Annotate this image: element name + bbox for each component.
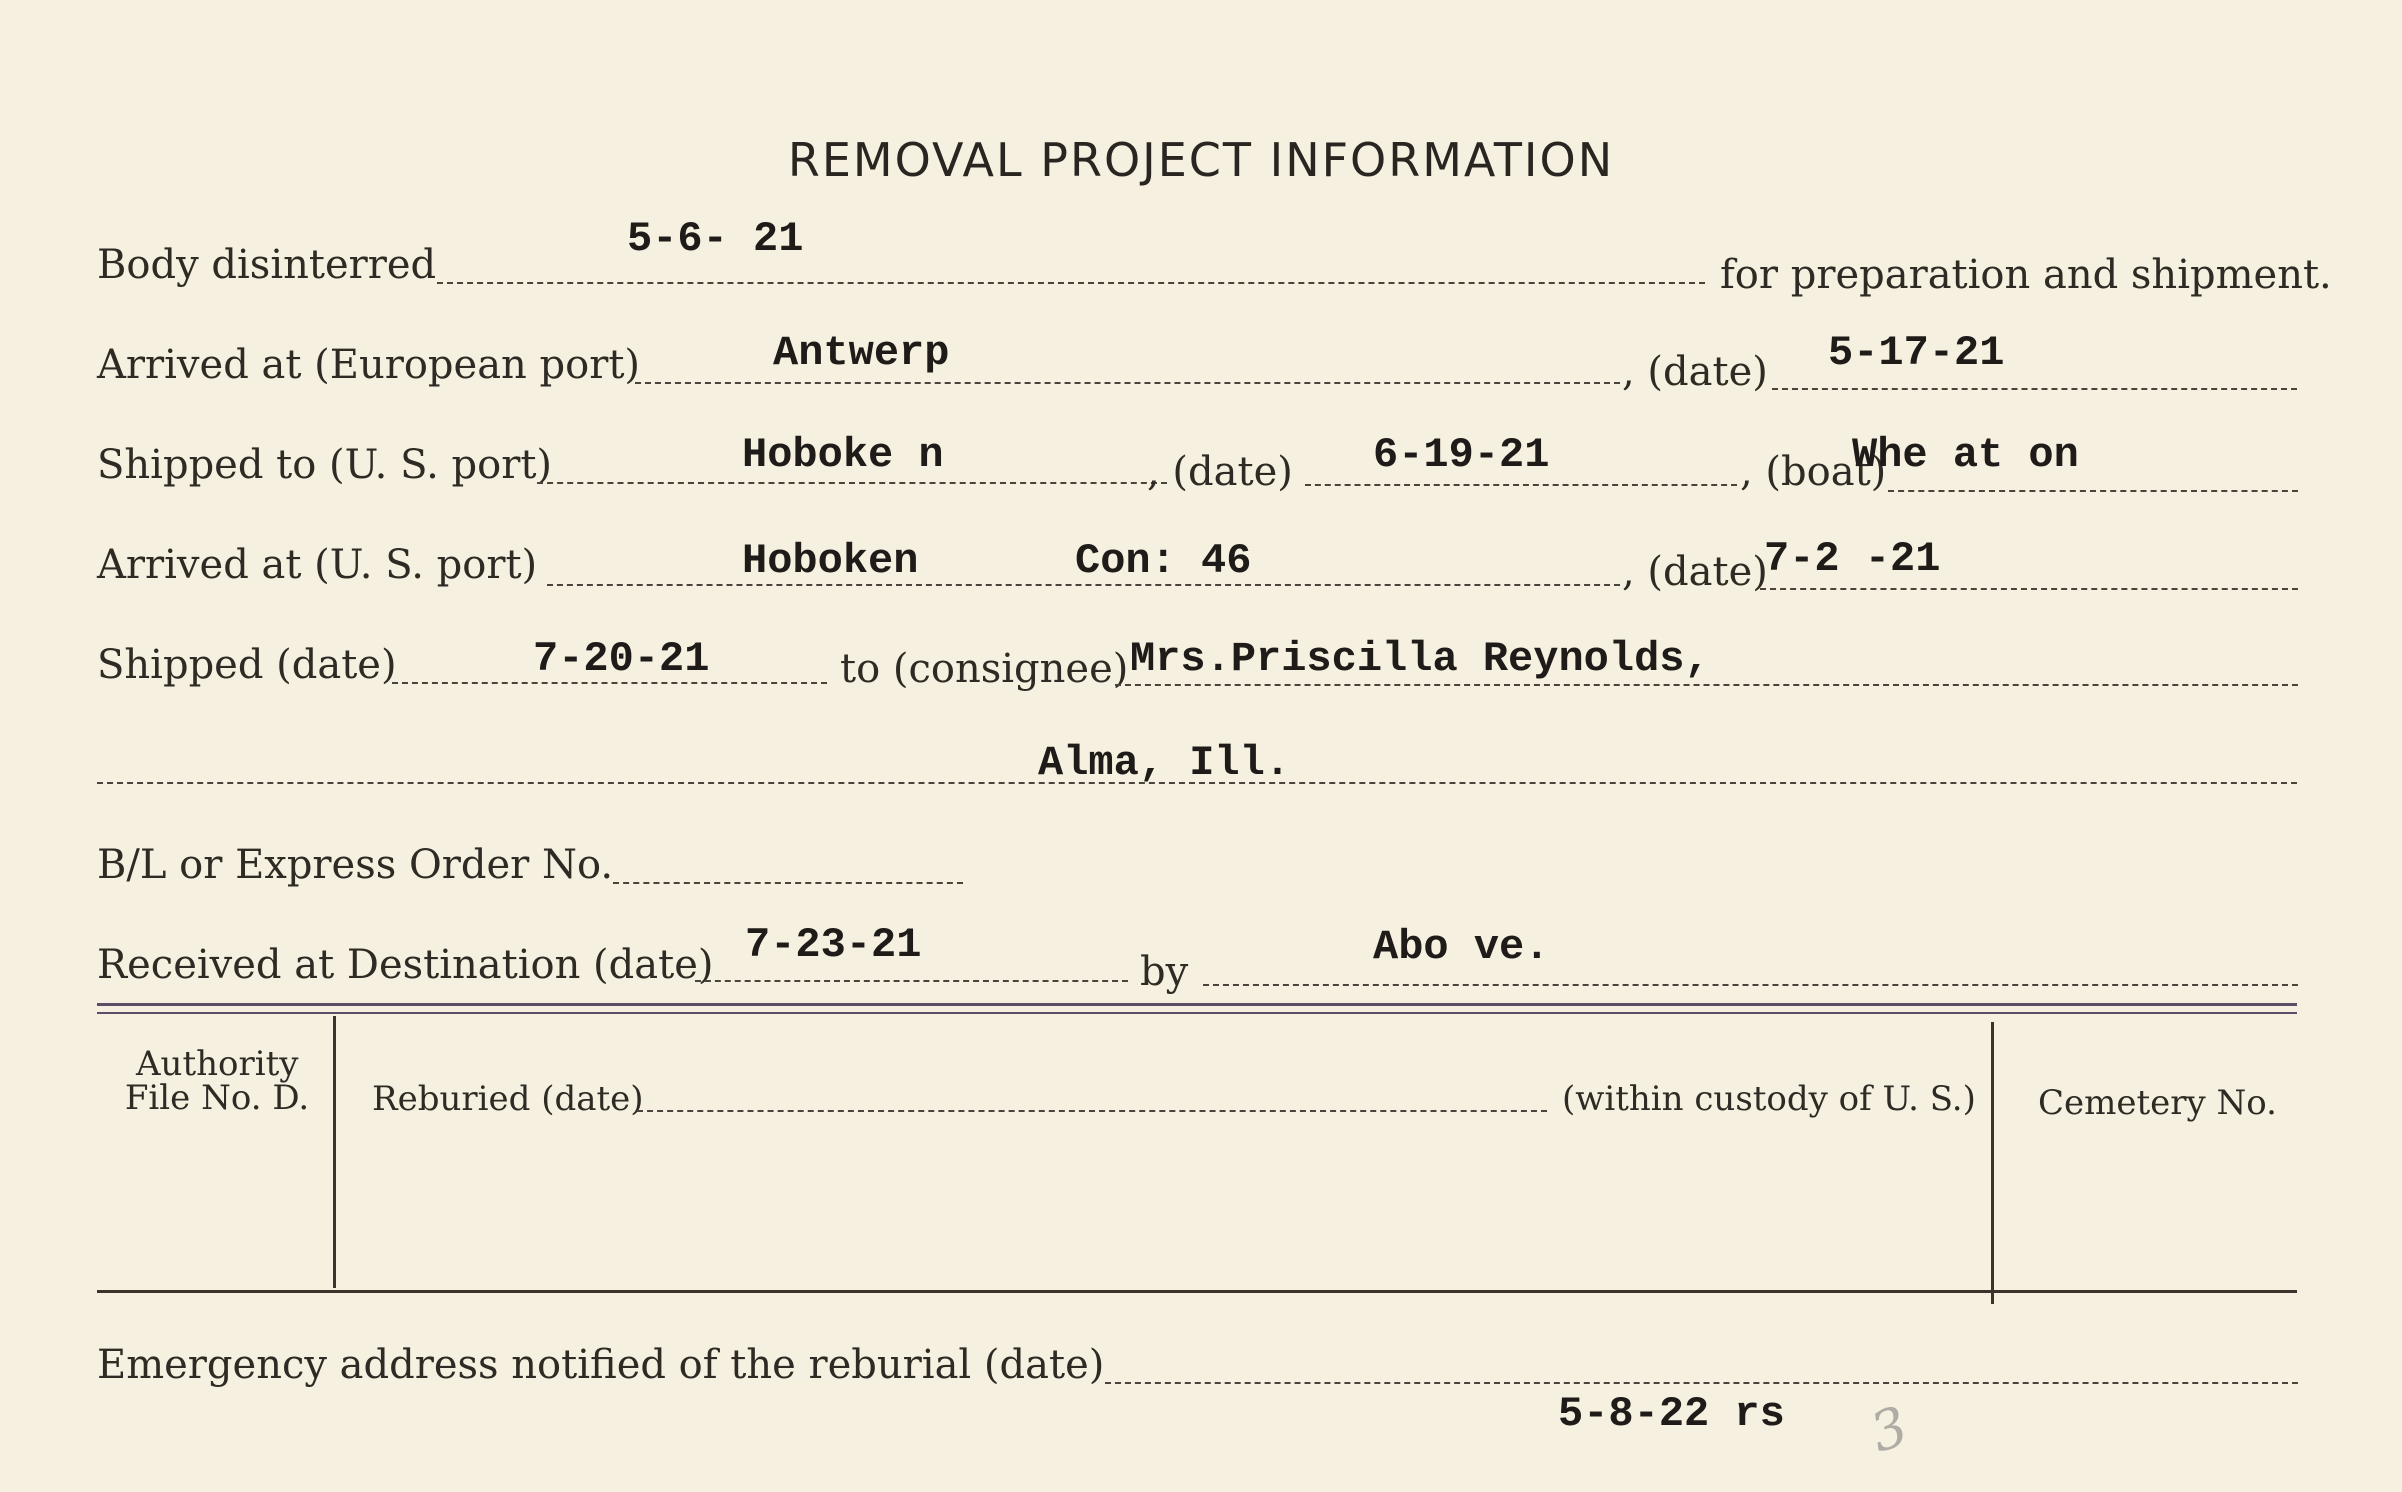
fill-line-boat [1888, 490, 2298, 492]
label-body-disinterred: Body disinterred [97, 242, 437, 288]
fill-line-us-port-shipped [537, 482, 1167, 484]
label-reburied-date: Reburied (date) [372, 1079, 644, 1119]
label-by: by [1140, 949, 1189, 995]
label-received-destination: Received at Destination (date) [97, 942, 714, 988]
fill-line-european-port [635, 382, 1620, 384]
label-emergency-address: Emergency address notified of the reburial (date) [97, 1342, 1105, 1388]
pencil-mark: 3 [1863, 1394, 1916, 1465]
label-boat: , (boat) [1740, 449, 1887, 495]
value-emergency-date: 5-8-22 rs [1558, 1390, 1785, 1438]
value-us-port-shipped: Hoboke n [742, 431, 944, 479]
fill-line-shipped-date [1305, 484, 1737, 486]
value-boat-name: Whe at on [1852, 431, 2079, 479]
value-arrived-us-date: 7-2 -21 [1764, 535, 1941, 583]
label-bl-order: B/L or Express Order No. [97, 842, 614, 888]
value-european-date: 5-17-21 [1828, 329, 2005, 377]
value-consignee: Mrs.Priscilla Reynolds, [1130, 635, 1710, 683]
fill-line-disinterred [437, 282, 1705, 284]
label-shipped-to-us: Shipped to (U. S. port) [97, 442, 552, 488]
label-authority: Authority [136, 1044, 299, 1084]
fill-line-reburied [637, 1110, 1547, 1112]
fill-line-received-by [1203, 984, 2298, 986]
label-to-consignee: to (consignee) [840, 646, 1129, 692]
fill-line-arrived-us-date [1760, 588, 2298, 590]
fill-line-bl-order [613, 882, 963, 884]
label-arrived-european: Arrived at (European port) [97, 342, 641, 388]
value-european-port: Antwerp [773, 329, 950, 377]
value-consignee-address: Alma, Ill. [1038, 739, 1291, 787]
value-container: Con: 46 [1075, 537, 1252, 585]
label-within-custody: (within custody of U. S.) [1562, 1079, 1976, 1119]
label-shipped-date: Shipped (date) [97, 642, 397, 688]
value-shipped-date: 7-20-21 [533, 635, 710, 683]
card-title: REMOVAL PROJECT INFORMATION [787, 133, 1615, 187]
label-for-preparation: for preparation and shipment. [1720, 252, 2332, 298]
fill-line-consignee [1115, 684, 2298, 686]
value-received-date: 7-23-21 [745, 921, 922, 969]
top-rule-2 [97, 1012, 2297, 1014]
value-received-by: Abo ve. [1373, 923, 1550, 971]
label-cemetery-no: Cemetery No. [2038, 1083, 2277, 1123]
label-date-1: , (date) [1622, 349, 1768, 395]
fill-line-european-date [1772, 388, 2297, 390]
value-us-port-arrived: Hoboken [742, 537, 919, 585]
label-date-3: , (date) [1622, 549, 1768, 595]
label-arrived-us: Arrived at (U. S. port) [97, 542, 538, 588]
value-disinterred-date: 5-6- 21 [627, 215, 804, 263]
value-shipped-to-date: 6-19-21 [1373, 431, 1550, 479]
fill-line-received-date [695, 980, 1128, 982]
bottom-rule [97, 1290, 2297, 1293]
fill-line-emergency [1105, 1382, 2298, 1384]
divider-left [333, 1016, 336, 1288]
label-date-2: , (date) [1147, 449, 1293, 495]
top-rule-1 [97, 1003, 2297, 1006]
divider-right [1991, 1022, 1994, 1304]
label-file-no: File No. D. [124, 1078, 310, 1118]
